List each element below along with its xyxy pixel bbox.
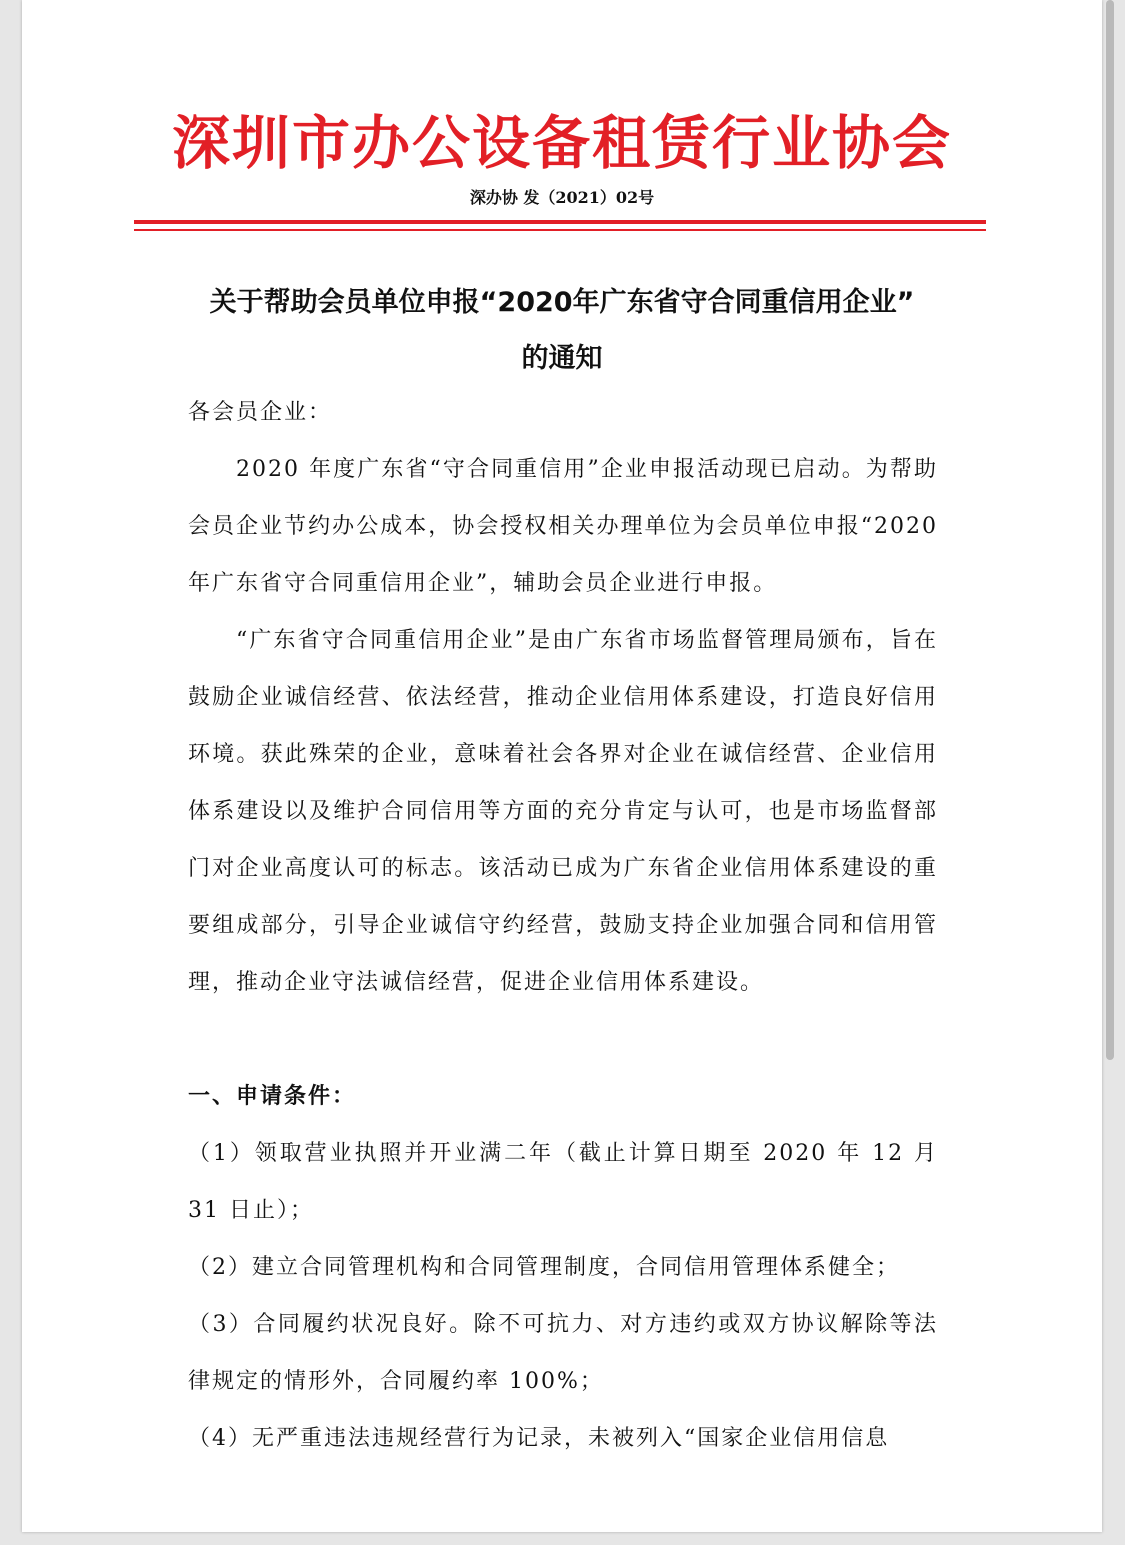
section-heading-conditions: 一、申请条件： <box>188 1083 357 1109</box>
notice-title-line2: 的通知 <box>521 343 603 374</box>
condition-3: （3）合同履约状况良好。除不可抗力、对方违约或双方协议解除等法律规定的情形外，合同履约率 100%； <box>188 1312 938 1394</box>
salutation: 各会员企业： <box>188 400 333 425</box>
notice-title-line1: 关于帮助会员单位申报“2020年广东省守合同重信用企业” <box>209 287 915 318</box>
header-rule-thick <box>134 220 986 224</box>
paragraph-intro: 2020 年度广东省“守合同重信用”企业申报活动现已启动。为帮助会员企业节约办公成本，协会授权相关办理单位为会员单位申报“2020 年广东省守合同重信用企业”，辅助会员企业进行申报。 <box>188 457 938 596</box>
notice-title <box>22 275 1102 387</box>
document-page <box>22 0 1102 1532</box>
condition-1: （1）领取营业执照并开业满二年（截止计算日期至 2020 年 12 月 31 日止）； <box>188 1141 938 1223</box>
condition-2: （2）建立合同管理机构和合同管理制度，合同信用管理体系健全； <box>188 1255 900 1280</box>
document-number: 深办协 发（2021）02号 <box>469 188 655 207</box>
vertical-scrollbar[interactable] <box>1106 0 1114 1060</box>
paragraph-background: “广东省守合同重信用企业”是由广东省市场监督管理局颁布，旨在鼓励企业诚信经营、依法经营，推动企业信用体系建设，打造良好信用环境。获此殊荣的企业，意味着社会各界对企业在诚信经营、企业信用体系建设以及维护合同信用等方面的充分肯定与认可，也是市场监督部门对企业高度认可的标志。该活动已成为广东省企业信用体系建设的重要组成部分，引导企业诚信守约经营，鼓励支持企业加强合同和信用管理，推动企业守法诚信经营，促进企业信用体系建设。 <box>188 628 938 995</box>
org-name-heading: 深圳市办公设备租赁行业协会 <box>171 109 952 177</box>
condition-4: （4）无严重违法违规经营行为记录，未被列入“国家企业信用信息 <box>188 1426 890 1451</box>
header-rule-thin <box>134 229 986 231</box>
